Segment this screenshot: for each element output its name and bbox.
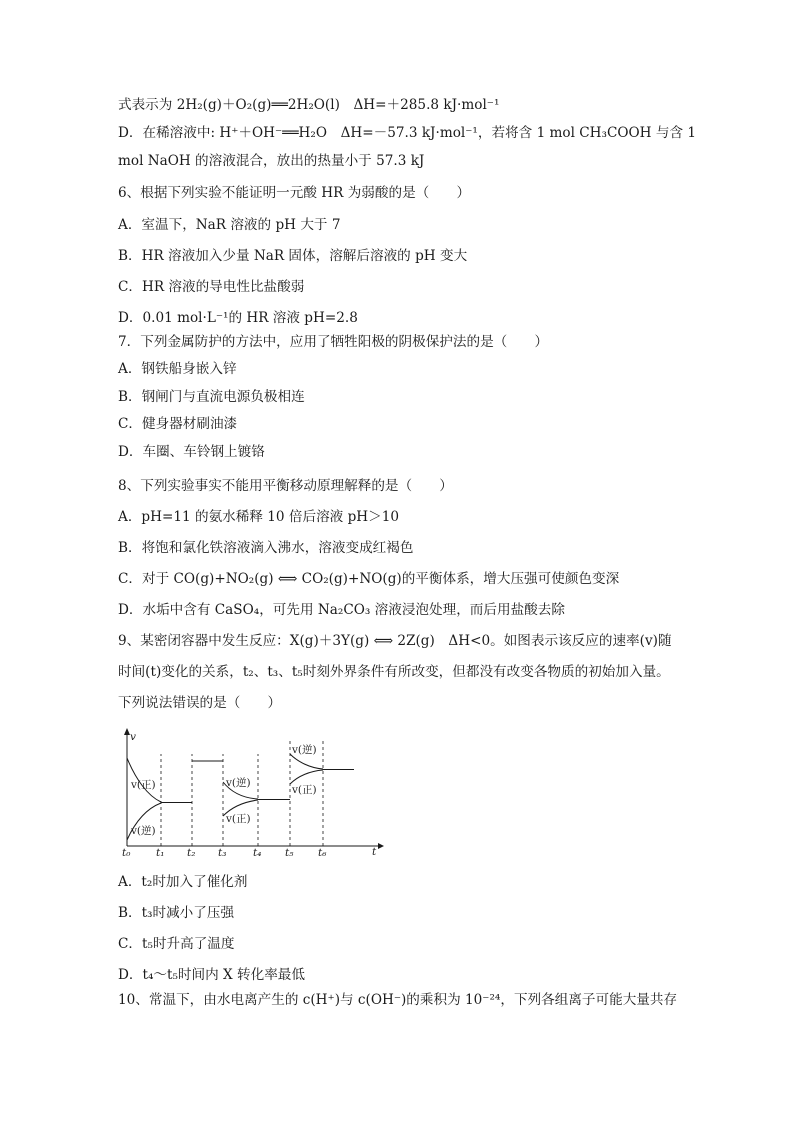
option-b: B．将饱和氯化铁溶液滴入沸水，溶液变成红褐色	[118, 540, 414, 556]
text-line: mol NaOH 的溶液混合，放出的热量小于 57.3 kJ	[118, 153, 425, 169]
option-d: D．车圈、车铃钢上镀铬	[118, 444, 265, 460]
tick-t6: t₆	[318, 847, 327, 859]
x-axis-label: t	[372, 846, 377, 858]
text-line: 时间(t)变化的关系，t₂、t₃、t₅时刻外界条件有所改变，但都没有改变各物质的初始加入量。	[118, 664, 670, 680]
option-a: A．pH=11 的氨水稀释 10 倍后溶液 pH＞10	[118, 509, 400, 525]
tick-t1: t₁	[156, 847, 165, 859]
y-axis-label: v	[130, 731, 136, 743]
option-a: A．室温下，NaR 溶液的 pH 大于 7	[118, 217, 341, 233]
question-9: 9、某密闭容器中发生反应：X(g)＋3Y(g) ⟺ 2Z(g) ΔH<0。如图表示该反应的速率(v)随	[118, 633, 672, 649]
option-b: B．t₃时减小了压强	[118, 905, 235, 921]
rate-time-graph-svg	[118, 724, 388, 859]
question-6: 6、根据下列实验不能证明一元酸 HR 为弱酸的是（ ）	[118, 185, 471, 201]
option-d: D．在稀溶液中: H⁺＋OH⁻══H₂O ΔH=－57.3 kJ·mol⁻¹，若将含 1 mol CH₃COOH 与含 1	[118, 125, 697, 141]
question-7: 7．下列金属防护的方法中，应用了牺牲阳极的阴极保护法的是（ ）	[118, 334, 549, 350]
label-reverse-2: v(逆)	[226, 777, 251, 789]
option-c: C．对于 CO(g)+NO₂(g) ⟺ CO₂(g)+NO(g)的平衡体系，增大压强可使颜色变深	[118, 571, 620, 587]
reverse-curve-3	[290, 754, 323, 769]
tick-t0: t₀	[122, 847, 131, 859]
x-axis-arrow	[378, 843, 384, 849]
option-d: D．0.01 mol·L⁻¹的 HR 溶液 pH=2.8	[118, 310, 358, 326]
tick-t5: t₅	[285, 847, 294, 859]
tick-t4: t₄	[253, 847, 262, 859]
option-d: D．水垢中含有 CaSO₄，可先用 Na₂CO₃ 溶液浸泡处理，而后用盐酸去除	[118, 602, 565, 618]
option-c: C．HR 溶液的导电性比盐酸弱	[118, 279, 305, 295]
label-reverse-3: v(逆)	[292, 744, 317, 756]
label-reverse-1: v(逆)	[131, 825, 156, 837]
tick-t3: t₃	[218, 847, 227, 859]
label-forward-3: v(正)	[292, 784, 317, 796]
label-forward-1: v(正)	[131, 779, 156, 791]
option-c: C．健身器材刷油漆	[118, 416, 238, 432]
tick-labels	[122, 847, 327, 859]
text-line: 式表示为 2H₂(g)＋O₂(g)══2H₂O(l) ΔH=＋285.8 kJ·mol⁻¹	[118, 97, 500, 113]
forward-curve-3	[290, 770, 323, 784]
label-forward-2: v(正)	[226, 813, 251, 825]
option-a: A．钢铁船身嵌入锌	[118, 361, 237, 377]
option-b: B．钢闸门与直流电源负极相连	[118, 389, 305, 405]
question-10: 10、常温下，由水电离产生的 c(H⁺)与 c(OH⁻)的乘积为 10⁻²⁴，下列各组离子可能大量共存	[118, 992, 678, 1008]
question-8: 8、下列实验事实不能用平衡移动原理解释的是（ ）	[118, 478, 453, 494]
option-b: B．HR 溶液加入少量 NaR 固体，溶解后溶液的 pH 变大	[118, 248, 468, 264]
option-a: A．t₂时加入了催化剂	[118, 874, 248, 890]
text-line: 下列说法错误的是（ ）	[118, 695, 282, 711]
option-c: C．t₅时升高了温度	[118, 936, 235, 952]
tick-t2: t₂	[187, 847, 196, 859]
rate-time-graph	[118, 724, 388, 859]
option-d: D．t₄～t₅时间内 X 转化率最低	[118, 967, 305, 983]
